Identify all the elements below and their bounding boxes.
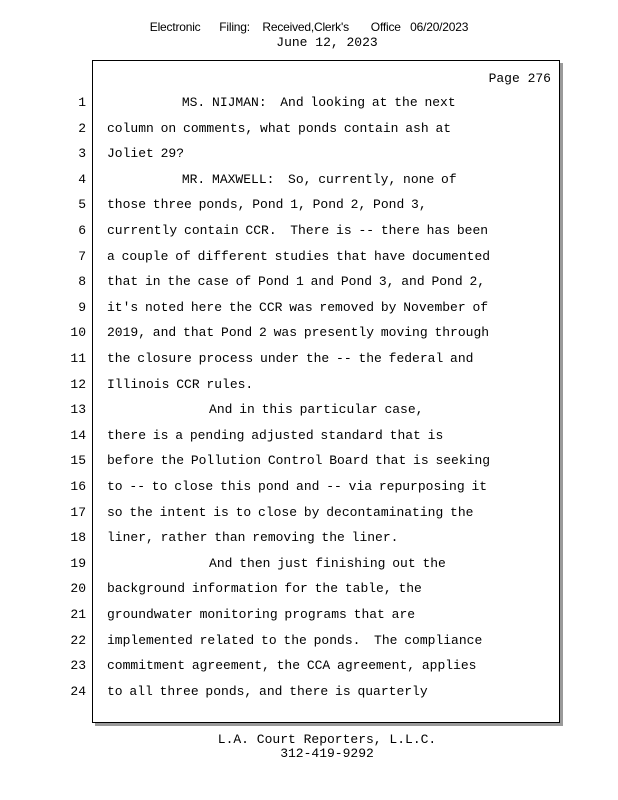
transcript-line: background information for the table, the — [107, 581, 422, 596]
line-number: 23 — [70, 658, 86, 673]
transcript-line: MS. NIJMAN: And looking at the next — [107, 95, 456, 110]
transcript-line: And then just finishing out the — [107, 556, 446, 571]
transcript-line: there is a pending adjusted standard that is — [107, 428, 444, 443]
transcript-line: to all three ponds, and there is quarterly — [107, 684, 428, 699]
page-number: Page 276 — [488, 71, 551, 86]
transcript-line: the closure process under the -- the federal and — [107, 351, 474, 366]
line-number: 3 — [78, 146, 86, 161]
line-number: 20 — [70, 581, 86, 596]
transcript-date: June 12, 2023 — [276, 35, 378, 50]
line-number: 11 — [70, 351, 86, 366]
line-number: 17 — [70, 505, 86, 520]
transcript-line: a couple of different studies that have documented — [107, 249, 491, 264]
line-number: 18 — [70, 530, 86, 545]
line-number: 22 — [70, 633, 86, 648]
line-number: 7 — [78, 249, 86, 264]
footer — [0, 733, 618, 761]
transcript-line: those three ponds, Pond 1, Pond 2, Pond 3, — [107, 197, 427, 212]
transcript-line: implemented related to the ponds. The compliance — [107, 633, 483, 648]
line-number: 16 — [70, 479, 86, 494]
line-number: 1 — [78, 95, 86, 110]
transcript-line: so the intent is to close by decontaminating the — [107, 505, 474, 520]
transcript-line: commitment agreement, the CCA agreement, applies — [107, 658, 477, 673]
transcript-line: liner, rather than removing the liner. — [107, 530, 399, 545]
transcript-line: Illinois CCR rules. — [107, 377, 254, 392]
transcript-line: to -- to close this pond and -- via repurposing it — [107, 479, 488, 494]
filing-stamp: Electronic Filing: Received,Clerk's Office 06/20/2023 — [149, 20, 469, 34]
transcript-line: groundwater monitoring programs that are — [107, 607, 416, 622]
line-number: 5 — [78, 197, 86, 212]
transcript-line: before the Pollution Control Board that is seeking — [107, 453, 491, 468]
line-number: 14 — [70, 428, 86, 443]
line-number: 13 — [70, 402, 86, 417]
transcript-line: And in this particular case, — [107, 402, 424, 417]
transcript-line: Joliet 29? — [107, 146, 185, 161]
line-number: 10 — [70, 325, 86, 340]
line-number: 4 — [78, 172, 86, 187]
transcript-line: it's noted here the CCR was removed by November of — [107, 300, 489, 315]
line-number: 9 — [78, 300, 86, 315]
line-number: 21 — [70, 607, 86, 622]
line-number: 2 — [78, 121, 86, 136]
reporter-company: L.A. Court Reporters, L.L.C. — [217, 732, 437, 747]
transcript-line: MR. MAXWELL: So, currently, none of — [107, 172, 457, 187]
transcript-line: column on comments, what ponds contain ash at — [107, 121, 452, 136]
line-number: 24 — [70, 684, 86, 699]
reporter-phone: 312-419-9292 — [280, 746, 374, 761]
line-number: 15 — [70, 453, 86, 468]
line-number: 8 — [78, 274, 86, 289]
line-number: 19 — [70, 556, 86, 571]
line-number: 6 — [78, 223, 86, 238]
transcript-line: 2019, and that Pond 2 was presently moving through — [107, 325, 490, 340]
transcript-line: that in the case of Pond 1 and Pond 3, and Pond 2, — [107, 274, 486, 289]
line-number: 12 — [70, 377, 86, 392]
transcript-line: currently contain CCR. There is -- there has been — [107, 223, 489, 238]
